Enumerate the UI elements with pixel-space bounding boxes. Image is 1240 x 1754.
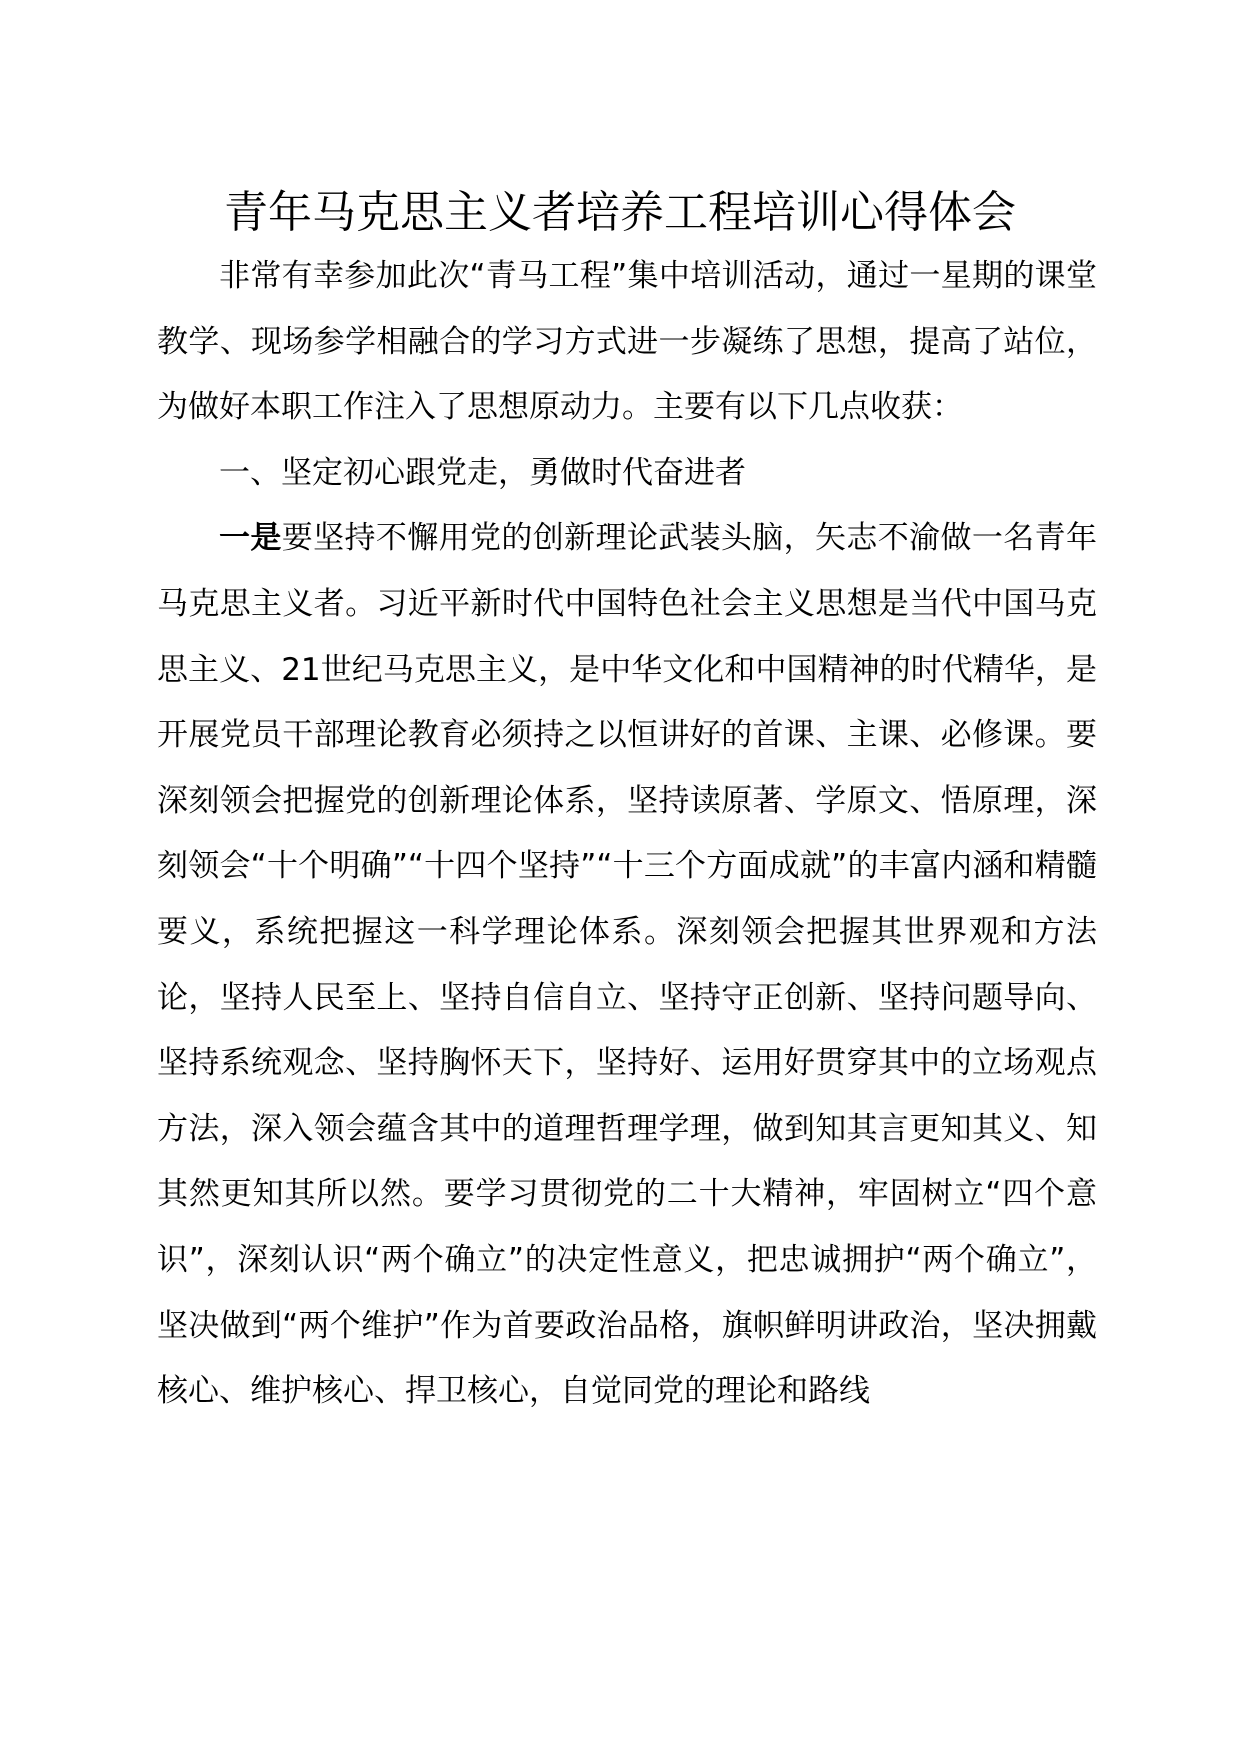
point-one-lead: 一是 (219, 520, 282, 557)
point-one-paragraph (157, 506, 1097, 1424)
document-body (157, 244, 1097, 1425)
section-heading: 一、坚定初心跟党走，勇做时代奋进者 (219, 454, 746, 491)
point-one-text: 要坚持不懈用党的创新理论武装头脑，矢志不渝做一名青年马克思主义者。习近平新时代中国特色社会主义思想是当代中国马克思主义、21世纪马克思主义，是中华文化和中国精神的时代精华，是开展党员干部理论教育必须持之以恒讲好的首课、主课、必修课。要深刻领会把握党的创新理论体系，坚持读原著、学原文、悟原理，深刻领会“十个明确”“十四个坚持”“十三个方面成就”的丰富内涵和精髓要义，系统把握这一科学理论体系。深刻领会把握其世界观和方法论，坚持人民至上、坚持自信自立、坚持守正创新、坚持问题导向、坚持系统观念、坚持胸怀天下，坚持好、运用好贯穿其中的立场观点方法，深入领会蕴含其中的道理哲理学理，做到知其言更知其义、知其然更知其所以然。要学习贯彻党的二十大精神，牢固树立“四个意识”，深刻认识“两个确立”的决定性意义，把忠诚拥护“两个确立”，坚决做到“两个维护”作为首要政治品格，旗帜鲜明讲政治，坚决拥戴核心、维护核心、捍卫核心，自觉同党的理论和路线 (157, 520, 1098, 1410)
document-title: 青年马克思主义者培养工程培训心得体会 (224, 187, 1016, 238)
intro-paragraph: 非常有幸参加此次“青马工程”集中培训活动，通过一星期的课堂教学、现场参学相融合的学习方式进一步凝练了思想，提高了站位，为做好本职工作注入了思想原动力。主要有以下几点收获： (157, 258, 1097, 426)
